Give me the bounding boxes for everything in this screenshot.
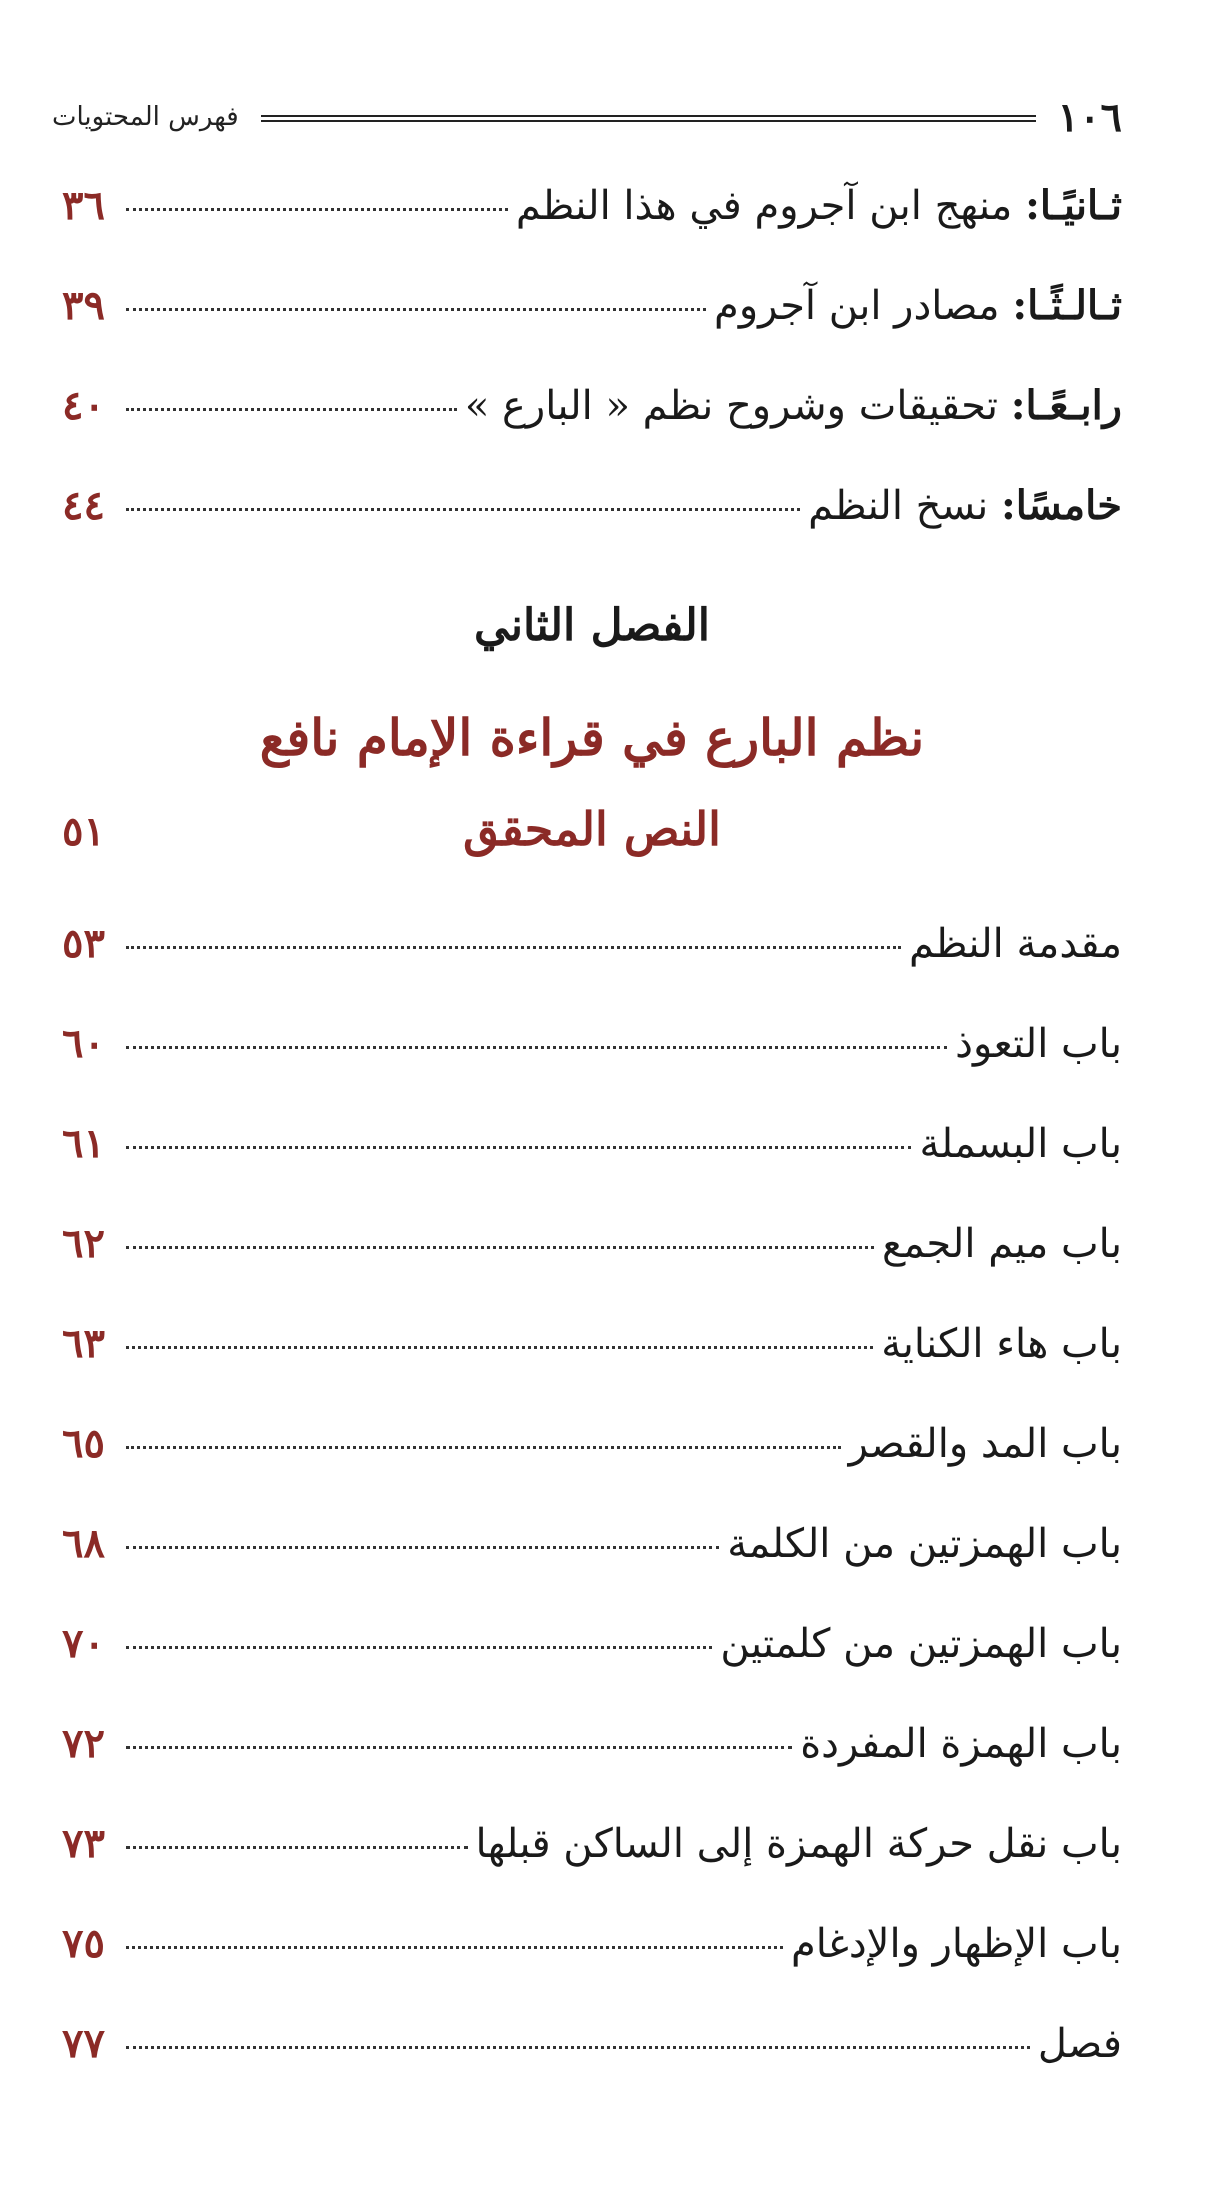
leader-dots (126, 1146, 911, 1149)
chapter-subtitle: النص المحقق (463, 802, 721, 856)
leader-dots (126, 2046, 1030, 2049)
toc-entry[interactable] (62, 1920, 1122, 1990)
chapter-label: الفصل الثاني (474, 600, 710, 651)
leader-dots (126, 1546, 719, 1549)
toc-entry-text: باب التعوذ (955, 1021, 1122, 1067)
toc-entry-label (808, 482, 1122, 529)
page-header (52, 92, 1122, 142)
toc-entry-label (714, 282, 1122, 329)
toc-entry-text: فصل (1037, 2021, 1122, 2067)
toc-entry-text: باب الهمزتين من كلمتين (720, 1621, 1122, 1667)
toc-page-number: ٧٠ (62, 1620, 105, 1667)
toc-entry[interactable] (62, 1420, 1122, 1490)
toc-entry-text: باب الإظهار والإدغام (790, 1921, 1122, 1967)
toc-entry[interactable] (62, 1120, 1122, 1190)
toc-entry[interactable] (62, 1520, 1122, 1590)
toc-entry[interactable] (62, 382, 1122, 452)
leader-dots (126, 1246, 874, 1249)
chapter-subtitle-row[interactable] (62, 802, 1122, 872)
toc-page-number: ٦٢ (62, 1220, 105, 1267)
toc-entry-lead: رابـعًـا: (1010, 382, 1122, 429)
toc-entry-label (465, 382, 1122, 429)
leader-dots (126, 1446, 841, 1449)
toc-entry-lead: خامسًا: (1001, 482, 1122, 529)
toc-entry-text: باب هاء الكناية (881, 1321, 1122, 1367)
leader-dots (126, 1846, 468, 1849)
toc-entry-text: باب المد والقصر (848, 1421, 1122, 1467)
toc-entry[interactable] (62, 482, 1122, 552)
toc-page-number: ٦١ (62, 1120, 105, 1167)
toc-entry-lead: ثـالـثًـا: (1012, 282, 1122, 329)
toc-entry-lead: ثـانيًـا: (1025, 182, 1122, 229)
toc-entry[interactable] (62, 1020, 1122, 1090)
toc-entry[interactable] (62, 1720, 1122, 1790)
header-page-number: ١٠٦ (1057, 93, 1122, 141)
toc-page-number: ٧٢ (62, 1720, 105, 1767)
leader-dots (126, 1746, 792, 1749)
toc-entry[interactable] (62, 1320, 1122, 1390)
toc-page-number: ٦٣ (62, 1320, 105, 1367)
toc-entry[interactable] (62, 2020, 1122, 2090)
leader-dots (126, 308, 706, 311)
toc-page-number: ٥٣ (62, 920, 105, 967)
toc-entry[interactable] (62, 282, 1122, 352)
toc-page-number: ٧٥ (62, 1920, 105, 1967)
toc-entry-text: باب الهمزتين من الكلمة (727, 1521, 1122, 1567)
leader-dots (126, 1046, 947, 1049)
toc-page-number: ٤٠ (62, 382, 105, 429)
toc-entry[interactable] (62, 182, 1122, 252)
toc-entry-text: مصادر ابن آجروم (714, 283, 1013, 329)
toc-entry-text: باب البسملة (919, 1121, 1122, 1167)
toc-entry-label (516, 182, 1122, 229)
chapter-title[interactable]: نظم البارع في قراءة الإمام نافع (259, 708, 925, 767)
leader-dots (126, 208, 508, 211)
toc-entry-text: نسخ النظم (808, 483, 1002, 529)
toc-page-number: ٤٤ (62, 482, 105, 529)
toc-entry[interactable] (62, 920, 1122, 990)
toc-entry-text: مقدمة النظم (908, 921, 1122, 967)
toc-entry-text: باب نقل حركة الهمزة إلى الساكن قبلها (475, 1821, 1122, 1867)
leader-dots (126, 1346, 873, 1349)
toc-page-number: ٦٨ (62, 1520, 105, 1567)
chapter-page-number: ٥١ (62, 808, 105, 855)
header-rule (261, 115, 1036, 122)
toc-entry-text: باب الهمزة المفردة (800, 1721, 1122, 1767)
toc-entry[interactable] (62, 1220, 1122, 1290)
toc-page-number: ٧٣ (62, 1820, 105, 1867)
leader-dots (126, 946, 901, 949)
toc-page-number: ٧٧ (62, 2020, 105, 2067)
toc-entry[interactable] (62, 1820, 1122, 1890)
leader-dots (126, 408, 457, 411)
toc-entry-text: تحقيقات وشروح نظم « البارع » (464, 383, 1011, 429)
running-title: فهرس المحتويات (52, 102, 239, 132)
leader-dots (126, 1646, 712, 1649)
leader-dots (126, 508, 800, 511)
leader-dots (126, 1946, 783, 1949)
toc-entry-text: باب ميم الجمع (881, 1221, 1122, 1267)
toc-entry-text: منهج ابن آجروم في هذا النظم (515, 183, 1026, 229)
toc-page-number: ٣٦ (62, 182, 105, 229)
toc-entry[interactable] (62, 1620, 1122, 1690)
toc-page-number: ٣٩ (62, 282, 105, 329)
toc-page-number: ٦٥ (62, 1420, 105, 1467)
toc-page-number: ٦٠ (62, 1020, 105, 1067)
